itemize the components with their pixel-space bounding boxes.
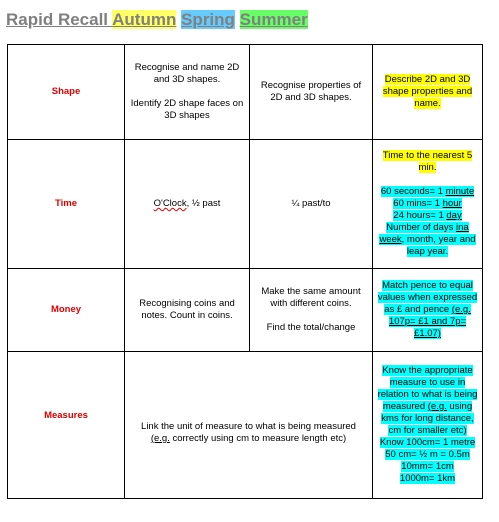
time-autumn-text — [129, 198, 245, 210]
table-row — [8, 140, 483, 269]
time-summer-cell — [373, 140, 483, 269]
money-spring-cell — [250, 269, 373, 352]
time-fact: 60 seconds= 1 — [380, 186, 446, 197]
money-fact: 107p= £1 and 7p= £1.07) — [388, 316, 467, 339]
shape-autumn-cell — [125, 45, 250, 140]
category-shape: Shape — [8, 45, 125, 140]
title-spring: Spring — [181, 10, 235, 29]
time-fact: hour — [442, 198, 462, 209]
title-prefix: Rapid Recall — [6, 10, 113, 29]
time-half-past: , ½ past — [186, 198, 221, 209]
shape-summer-text — [377, 74, 478, 110]
time-fact: minute — [445, 186, 475, 197]
time-fact: , month, year and leap year. — [401, 234, 476, 257]
time-oclock: O'Clock — [153, 198, 187, 209]
measures-fact: 10mm= 1cm — [401, 461, 454, 472]
money-summer-cell — [373, 269, 483, 352]
table-row — [8, 45, 483, 140]
page-title — [6, 9, 308, 31]
shape-autumn-line2: Identify 2D shape faces on 3D shapes — [130, 98, 244, 121]
time-fact: Number of days — [386, 222, 456, 233]
rapid-recall-table — [7, 44, 483, 499]
money-spring-line1: Make the same amount with different coins. — [261, 286, 361, 309]
measures-fact: Know 100cm= 1 metre — [379, 437, 476, 448]
time-spring-text: ¼ past/to — [291, 198, 331, 209]
shape-summer-highlight: Describe 2D and 3D shape properties and name. — [382, 74, 473, 109]
measures-text: Link the unit of measure to what is being measured — [141, 421, 356, 432]
category-time: Time — [8, 140, 125, 269]
time-fact: ina — [456, 222, 469, 233]
money-summer-text — [377, 280, 478, 340]
shape-autumn-line1: Recognise and name 2D and 3D shapes. — [134, 62, 240, 85]
time-fact: 60 mins= 1 — [393, 198, 443, 209]
money-autumn-text: Recognising coins and notes. Count in coins. — [139, 298, 235, 321]
measures-fact: 50 cm= ½ m = 0.5m — [385, 449, 470, 460]
time-fact: 24 hours= 1 — [393, 210, 447, 221]
time-summer-body — [377, 186, 478, 258]
money-autumn-cell — [125, 269, 250, 352]
measures-merged-cell — [125, 352, 373, 499]
shape-spring-cell — [250, 45, 373, 140]
money-fact: (e.g. — [451, 304, 471, 315]
category-money: Money — [8, 269, 125, 352]
shape-spring-text: Recognise properties of 2D and 3D shapes. — [260, 80, 362, 103]
measures-summer-cell — [373, 352, 483, 499]
table-row — [8, 352, 483, 499]
measures-merged-text — [129, 421, 368, 445]
money-spring-line2: Find the total/change — [266, 322, 356, 333]
measures-fact: Know the appropriate measure to use in relation to what is being measured — [377, 365, 478, 412]
measures-fact: (e.g. — [427, 401, 447, 412]
money-fact: Match pence to equal values when expressed as £ and pence — [377, 280, 478, 315]
time-spring-cell — [250, 140, 373, 269]
measures-summer-text — [377, 365, 478, 485]
measures-eg: (e.g. — [150, 433, 170, 444]
measures-fact: using kms for long distance, cm for smaller etc) — [381, 401, 474, 436]
time-fact: day — [446, 210, 462, 221]
shape-summer-cell — [373, 45, 483, 140]
measures-text: correctly using cm to measure length etc) — [169, 433, 347, 444]
time-summer-top — [377, 150, 478, 174]
title-summer: Summer — [239, 10, 308, 29]
time-nearest-5: Time to the nearest 5 min. — [382, 150, 473, 173]
measures-fact: 1000m= 1km — [399, 473, 456, 484]
table-row — [8, 269, 483, 352]
time-autumn-cell — [125, 140, 250, 269]
category-measures: Measures — [8, 352, 125, 499]
time-fact: week — [379, 234, 402, 245]
title-autumn: Autumn — [112, 10, 177, 29]
